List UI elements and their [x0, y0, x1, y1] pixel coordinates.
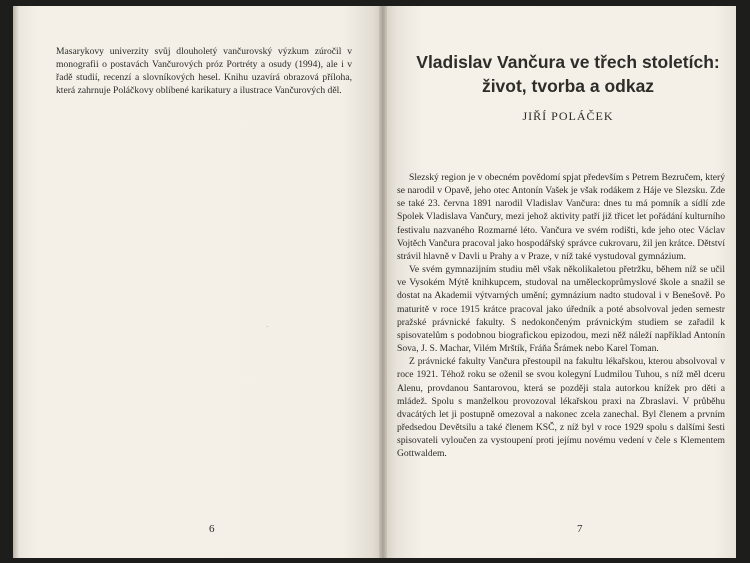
book-spread [13, 6, 736, 558]
page-number-left: 6 [209, 523, 215, 535]
body-paragraph: Ve svém gymnazijním studiu měl však několikaletou přetržku, během níž se učil ve Vysokém Mýtě knihkupcem, studoval na uměleckoprůmyslové škole a snažil se dostat na Akademii výtvarných umění; gymnázium nadto studoval i v Benešově. Po maturitě v roce 1915 krátce pracoval jako úředník a poté absolvoval jeden semestr pražské právnické fakulty. S nedokončeným právnickým studiem se zařadil k spisovatelům s podobnou biografickou epizodou, mezi něž náleží například Antonín Sova, J. S. Machar, Vilém Mrštík, Fráňa Šrámek nebo Karel Toman. [397, 264, 725, 355]
left-page-paragraph: Masarykovy univerzity svůj dlouholetý vančurovský výzkum zúročil v monografii o postavách Vančurových próz Portréty a osudy (1994), ale i v řadě studií, recenzí a slovníkových hesel. Knihu uzavírá obrazová příloha, která zahrnuje Poláčkovy oblíbené karikatury a ilustrace Vančurových děl. [56, 46, 352, 97]
chapter-title-line1: Vladislav Vančura ve třech stoletích: [416, 52, 720, 72]
chapter-author: JIŘÍ POLÁČEK [522, 109, 614, 123]
paper-speck: · [266, 323, 269, 331]
left-page [13, 6, 383, 558]
chapter-title [408, 50, 728, 98]
body-paragraph: Z právnické fakulty Vančura přestoupil na fakultu lékařskou, kterou absolvoval v roce 1921. Téhož roku se oženil se svou kolegyní Ludmilou Tuhou, s níž měl dceru Alenu, provdanou Santarovou, která se později stala autorkou knížek pro děti a mládež. Spolu s manželkou provozoval lékařskou praxi na Zbraslavi. V průběhu dvacátých let ji postupně omezoval a nakonec zcela zanechal. Byl členem a prvním předsedou Devětsilu a také členem KSČ, z níž byl v roce 1929 spolu s dalšími šesti spisovateli vyloučen za vystoupení proti jejímu novému vedení v čele s Klementem Gottwaldem. [397, 356, 725, 460]
page-edge [13, 6, 19, 558]
chapter-body [397, 171, 725, 460]
page-number-right: 7 [577, 523, 583, 535]
body-paragraph: Slezský region je v obecném povědomí spjat především s Petrem Bezručem, který se narodil v Opavě, jeho otec Antonín Vašek je však rodákem z Háje ve Slezsku. Zde se také 23. června 1891 narodil Vladislav Vančura: dnes tu má pomník a sídlí zde Spolek Vladislava Vančury, mezi jehož aktivity patří již třicet let pořádání kulturního festivalu nazvaného Rozmarné léto. Vančura ve svém rodišti, kde jeho otec Václav Vojtěch Vančura pracoval jako hospodářský správce cukrovaru, žil jen krátce. Dětství strávil hlavně v Davli u Prahy a v Praze, v níž také vystudoval gymnázium. [397, 172, 725, 262]
chapter-title-line2: život, tvorba a odkaz [481, 76, 655, 96]
book-gutter [379, 6, 387, 558]
right-page [383, 6, 736, 558]
